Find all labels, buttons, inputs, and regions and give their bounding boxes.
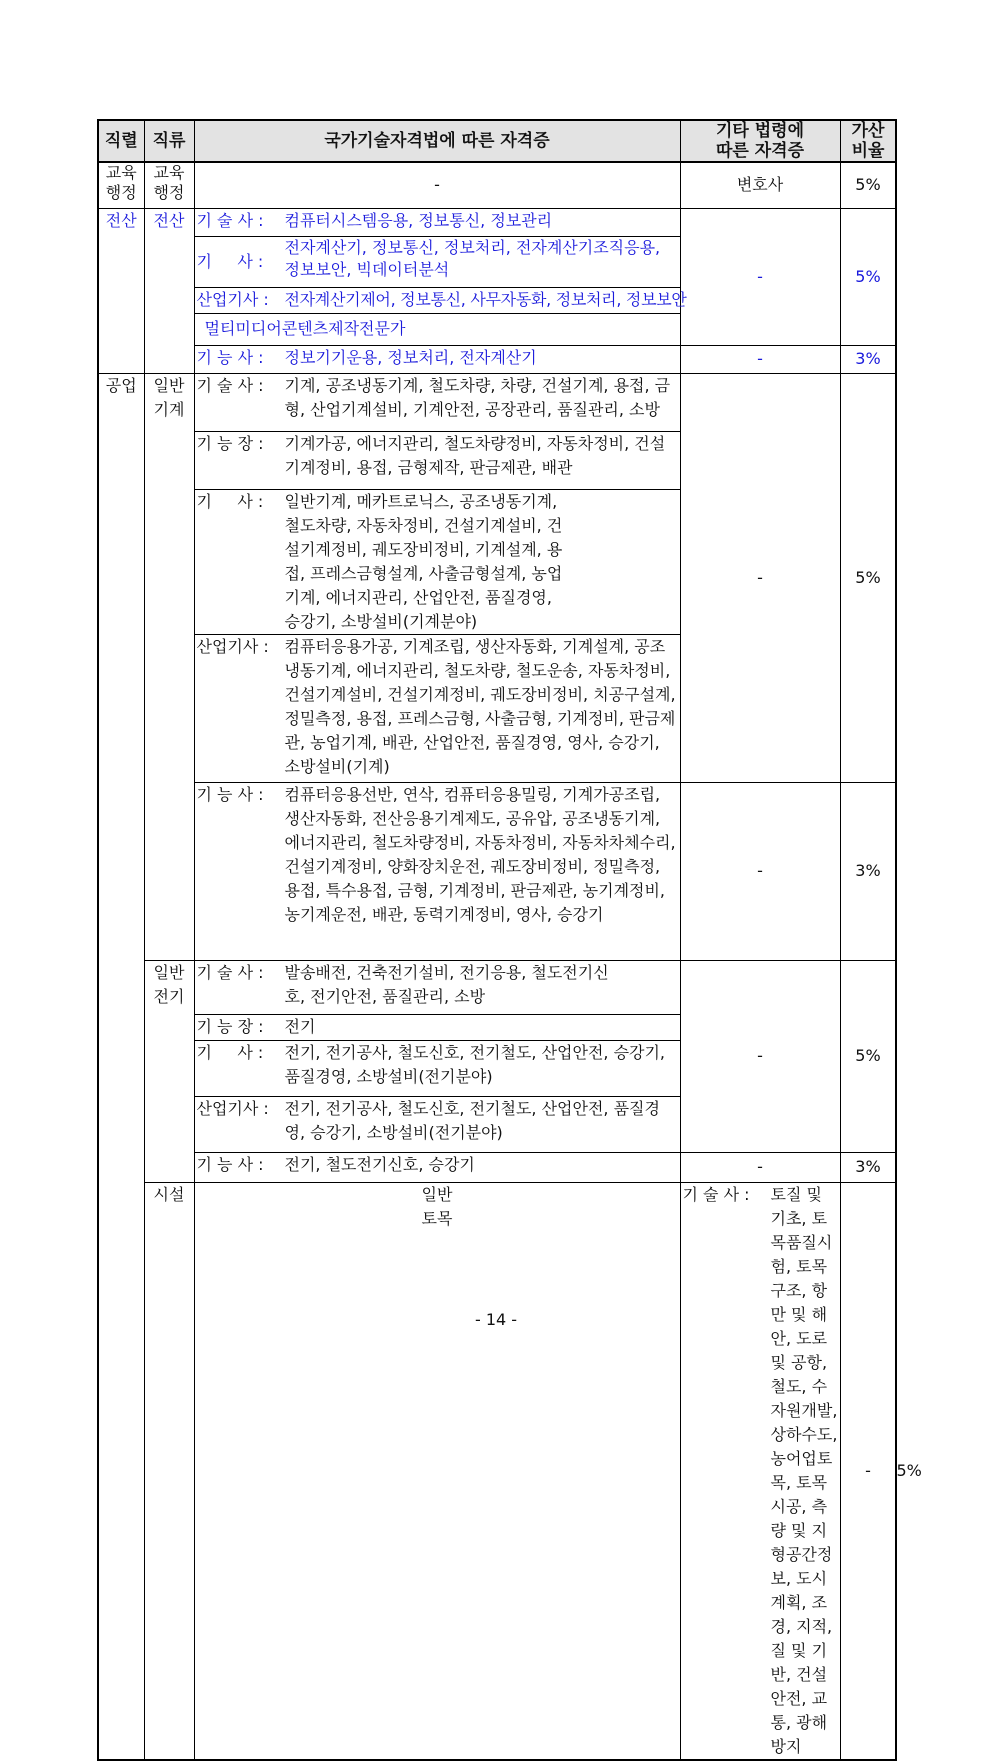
header-rate: 가산 비율 bbox=[840, 120, 896, 162]
table-row-civil: 시설 일반 토목 기 술 사 : 토질 및 기초, 토목품질시험, 토목구조, 항만 및 해안, 도로 및 공항, 철도, 수자원개발, 상하수도, 농어업토목, 토목시공, 측량 및 지형공간정보, 도시계획, 조경, 지적, 질 및 기반, 건설안전, 교통, 광해방지 - 5% bbox=[98, 1182, 896, 1760]
qual-label: 기 사 : bbox=[196, 1042, 264, 1062]
other-cert-cell: - bbox=[680, 373, 840, 782]
qual-label: 기 술 사 : bbox=[682, 1184, 750, 1204]
job-grade-cell: 공업 bbox=[98, 373, 144, 1760]
national-cert-cell bbox=[194, 236, 680, 287]
other-cert-cell: - bbox=[840, 1182, 896, 1760]
rate-cell: 3% bbox=[840, 1152, 896, 1182]
qual-label: 산업기사 : bbox=[196, 289, 269, 309]
other-cert-cell: - bbox=[680, 1152, 840, 1182]
job-category-cell: 일반 전기 bbox=[144, 960, 194, 1182]
national-cert-cell bbox=[194, 1014, 680, 1040]
qual-list: 정보기기운용, 정보처리, 전자계산기 bbox=[284, 347, 537, 367]
rate-cell: 5% bbox=[840, 373, 896, 782]
national-cert-cell bbox=[194, 634, 680, 782]
header-national-cert: 국가기술자격법에 따른 자격증 bbox=[194, 120, 680, 162]
qual-label: 산업기사 : bbox=[196, 1098, 269, 1118]
national-cert-cell bbox=[194, 960, 680, 1014]
table-row-mech bbox=[98, 782, 896, 960]
other-cert-cell: - bbox=[680, 782, 840, 960]
job-category-cell: 전산 bbox=[144, 208, 194, 373]
national-cert-cell bbox=[194, 208, 680, 236]
table-row-edu bbox=[98, 162, 896, 208]
qual-label: 기 사 : bbox=[196, 491, 264, 511]
table-header-row bbox=[98, 120, 896, 162]
header-other-cert: 기타 법령에 따른 자격증 bbox=[680, 120, 840, 162]
national-cert-cell bbox=[194, 345, 680, 373]
page-number: - 14 - bbox=[474, 1310, 518, 1329]
qual-label: 산업기사 : bbox=[196, 636, 269, 656]
qual-list: 컴퓨터응용가공, 기계조립, 생산자동화, 기계설계, 공조냉동기계, 에너지관리, 철도차량, 철도운송, 자동차정비, 건설기계설비, 건설기계정비, 궤도장비정비, 치공구설계, 정밀측정, 용접, 프레스금형, 사출금형, 기계정비, 판금제관, 농업기계, 배관, 산업안전, 품질경영, 영사, 승강기, 소방설비(기계) bbox=[284, 636, 676, 776]
header-job-grade: 직렬 bbox=[98, 120, 144, 162]
qual-list: 전기, 전기공사, 철도신호, 전기철도, 산업안전, 승강기, 품질경영, 소방설비(전기분야) bbox=[284, 1042, 666, 1086]
qual-label: 기 술 사 : bbox=[196, 375, 264, 395]
qual-list: 발송배전, 건축전기설비, 전기응용, 철도전기신호, 전기안전, 품질관리, 소방 bbox=[284, 962, 609, 1006]
qual-list: 기계, 공조냉동기계, 철도차량, 차량, 건설기계, 용접, 금형, 산업기계설비, 기계안전, 공장관리, 품질관리, 소방 bbox=[284, 375, 671, 419]
table-row-mech bbox=[98, 373, 896, 431]
job-grade-cell: 교육 행정 bbox=[98, 162, 144, 208]
qual-list-continued: 멀티미디어콘텐츠제작전문가 bbox=[204, 318, 406, 338]
job-category-cell: 일반 토목 bbox=[194, 1182, 680, 1760]
national-cert-cell bbox=[194, 1096, 680, 1152]
national-cert-cell bbox=[194, 373, 680, 431]
qual-list: 전기, 전기공사, 철도신호, 전기철도, 산업안전, 품질경영, 승강기, 소방설비(전기분야) bbox=[284, 1098, 660, 1142]
job-category-cell: 교육 행정 bbox=[144, 162, 194, 208]
national-cert-cell bbox=[194, 782, 680, 960]
rate-cell: 3% bbox=[840, 345, 896, 373]
qual-label: 기 술 사 : bbox=[196, 210, 264, 230]
qual-label: 기 능 장 : bbox=[196, 433, 264, 453]
national-cert-cell bbox=[194, 287, 687, 313]
table-row-it bbox=[98, 208, 896, 236]
job-category-cell: 일반 기계 bbox=[144, 373, 194, 960]
national-cert-cell bbox=[194, 431, 680, 489]
qual-list: 컴퓨터응용선반, 연삭, 컴퓨터응용밀링, 기계가공조립, 생산자동화, 전산응용기계제도, 공유압, 공조냉동기계, 에너지관리, 철도차량정비, 자동차정비, 자동차차체수리, 건설기계정비, 양화장치운전, 궤도장비정비, 정밀측정, 용접, 특수용접, 금형, 기계정비, 판금제관, 농기계정비, 농기계운전, 배관, 동력기계정비, 영사, 승강기 bbox=[284, 784, 676, 924]
table-row-it bbox=[98, 345, 896, 373]
qual-list: 전기, 철도전기신호, 승강기 bbox=[284, 1154, 475, 1174]
qualification-table bbox=[97, 119, 922, 1761]
rate-cell: 5% bbox=[840, 960, 896, 1152]
job-grade-cell: 시설 bbox=[144, 1182, 194, 1760]
qual-label: 기 능 장 : bbox=[196, 1016, 264, 1036]
header-job-category: 직류 bbox=[144, 120, 194, 162]
qual-list: 전자계산기제어, 정보통신, 사무자동화, 정보처리, 정보보안 bbox=[284, 289, 687, 309]
qual-label: 기 능 사 : bbox=[196, 347, 264, 367]
table-row-elec bbox=[98, 960, 896, 1014]
table-row-elec bbox=[98, 1152, 896, 1182]
other-cert-cell: - bbox=[680, 960, 840, 1152]
qual-list: 기계가공, 에너지관리, 철도차량정비, 자동차정비, 건설기계정비, 용접, 금형제작, 판금제관, 배관 bbox=[284, 433, 666, 477]
qual-label: 기 사 : bbox=[196, 251, 264, 271]
national-cert-cell bbox=[680, 1182, 840, 1760]
qual-label: 기 능 사 : bbox=[196, 784, 264, 804]
national-cert-cell bbox=[194, 1152, 680, 1182]
qual-list: 전기 bbox=[284, 1016, 316, 1036]
rate-cell: 5% bbox=[840, 162, 896, 208]
qual-label: 기 능 사 : bbox=[196, 1154, 264, 1174]
national-cert-cell bbox=[194, 313, 680, 345]
other-cert-cell: 변호사 bbox=[680, 162, 840, 208]
rate-cell: 5% bbox=[840, 208, 896, 345]
qual-list: 토질 및 기초, 토목품질시험, 토목구조, 항만 및 해안, 도로 및 공항, 철도, 수자원개발, 상하수도, 농어업토목, 토목시공, 측량 및 지형공간정보, 도시계획, 조경, 지적, 질 및 기반, 건설안전, 교통, 광해방지 bbox=[770, 1184, 838, 1756]
national-cert-cell bbox=[194, 489, 680, 634]
qual-list: 컴퓨터시스템응용, 정보통신, 정보관리 bbox=[284, 210, 553, 230]
qual-list: 일반기계, 메카트로닉스, 공조냉동기계, 철도차량, 자동차정비, 건설기계설비, 건설기계정비, 궤도장비정비, 기계설계, 용접, 프레스금형설계, 사출금형설계, 농업기계, 에너지관리, 산업안전, 품질경영, 승강기, 소방설비(기계분야) bbox=[284, 491, 563, 631]
national-cert-cell bbox=[194, 1040, 680, 1096]
other-cert-cell: - bbox=[680, 208, 840, 345]
qual-list: 전자계산기, 정보통신, 정보처리, 전자계산기조직응용, 정보보안, 빅데이터분석 bbox=[284, 237, 661, 279]
other-cert-cell: - bbox=[680, 345, 840, 373]
qual-label: 기 술 사 : bbox=[196, 962, 264, 982]
job-grade-cell: 전산 bbox=[98, 208, 144, 373]
rate-cell: 3% bbox=[840, 782, 896, 960]
national-cert-cell: - bbox=[194, 162, 680, 208]
